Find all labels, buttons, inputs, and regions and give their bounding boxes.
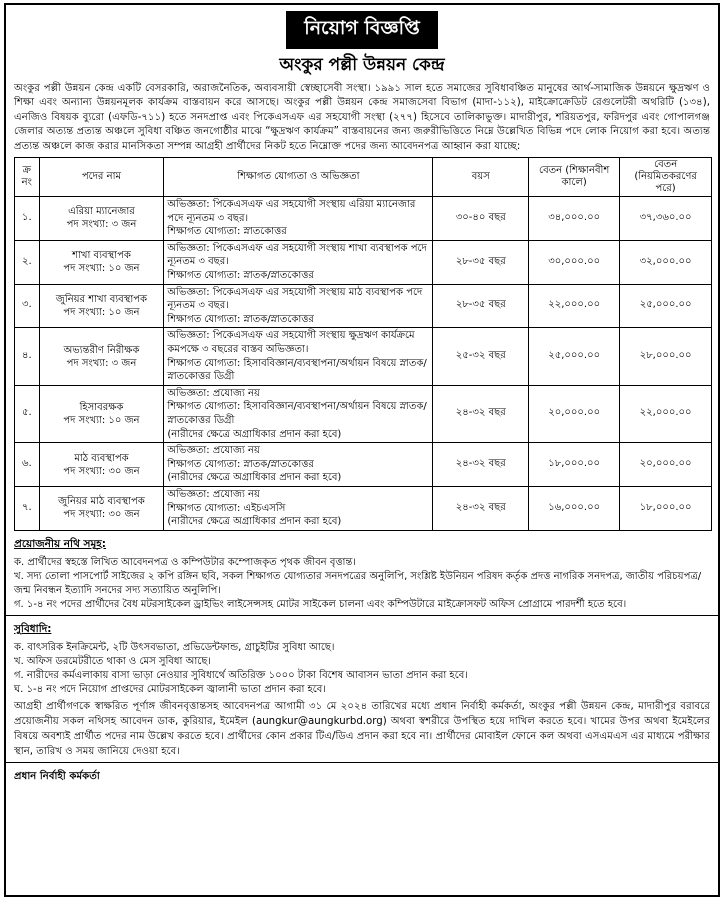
post-name: জুনিয়র মাঠ ব্যবস্থাপক <box>58 496 145 508</box>
qual-line: শিক্ষাগত যোগ্যতা: হিসাববিজ্ঞান/ব্যবস্থাপনা/অর্থায়ন বিষয়ে স্নাতক/স্নাতকোত্তর ডিগ্রী <box>167 401 427 426</box>
qual-line: শিক্ষাগত যোগ্যতা: স্নাতক/স্নাতকোত্তর <box>167 313 314 325</box>
row-qualification <box>164 443 433 487</box>
page-title: নিয়োগ বিজ্ঞপ্তি <box>286 11 437 49</box>
row-salary-training: ৩০,০০০.০০ <box>529 240 620 284</box>
benefits-heading: সুবিধাদি: <box>14 622 52 635</box>
table-row <box>15 328 712 385</box>
row-qualification <box>164 385 433 442</box>
row-sl: ১. <box>15 197 40 241</box>
row-post <box>39 328 164 385</box>
row-sl: ৩. <box>15 284 40 328</box>
title-wrap <box>6 11 718 49</box>
header-salary-regular: বেতন (নিয়মিতকরণের পরে) <box>620 158 712 197</box>
row-salary-training: ২০,০০০.০০ <box>529 385 620 442</box>
row-salary-regular: ৩৭,৩৬০.০০ <box>620 197 712 241</box>
post-count: পদ সংখ্যা: ১০ জন <box>63 263 140 275</box>
post-name: অভ্যন্তরীণ নিরীক্ষক <box>63 344 140 356</box>
post-name: শাখা ব্যবস্থাপক <box>72 250 131 262</box>
row-salary-regular: ২২,০০০.০০ <box>620 385 712 442</box>
header-salary-training: বেতন (শিক্ষানবীশ কালে) <box>529 158 620 197</box>
row-salary-regular: ২৫,০০০.০০ <box>620 284 712 328</box>
qual-line: অভিজ্ঞতা: পিকেএসএফ এর সহযোগী সংস্থায় এরিয়া ম্যানেজার পদে ন্যূনতম ৩ বছর। <box>167 199 416 224</box>
signature: প্রধান নির্বাহী কর্মকর্তা <box>14 770 100 782</box>
post-name: মাঠ ব্যবস্থাপক <box>74 452 129 464</box>
post-count: পদ সংখ্যা: ৩ জন <box>66 219 137 231</box>
qual-line: শিক্ষাগত যোগ্যতা: এইচএসসি <box>167 502 286 514</box>
job-circular <box>4 3 720 897</box>
row-age: ২৪-৩২ বছর <box>433 443 529 487</box>
qual-line: শিক্ষাগত যোগ্যতা: হিসাববিজ্ঞান/ব্যবস্থাপনা/অর্থায়ন বিষয়ে স্নাতক/স্নাতকোত্তর ডিগ্রী <box>167 357 427 383</box>
row-qualification <box>164 240 433 284</box>
post-count: পদ সংখ্যা: ১০ জন <box>63 414 140 426</box>
qual-line: (নারীদের ক্ষেত্রে অগ্রাধিকার প্রদান করা হবে) <box>167 472 342 484</box>
row-sl: ৬. <box>15 443 40 487</box>
documents-item: ক. প্রার্থীদের স্বহস্তে লিখিত আবেদনপত্র ও কম্পিউটার কম্পোজকৃত পৃথক জীবন বৃত্তান্ত। <box>14 556 356 568</box>
application-instructions: আগ্রহী প্রার্থীগণকে স্বাক্ষরিত পূর্ণাঙ্গ জীবনবৃত্তান্তসহ আবেদনপত্র আগামী ৩১ মে ২০২৪ তারিখের মধ্যে প্রধান নির্বাহী কর্মকর্তা, অংকুর পল্লী উন্নয়ন কেন্দ্র, মাদারীপুর বরাবরে প্রয়োজনীয় সকল নথিসহ আবেদন ডাক, কুরিয়ার, ইমেইল (aungkur@aungkurbd.org) অথবা স্বশরীরে উপস্থিত হয়ে দাখিল করতে হবে। খামের উপর অথবা ইমেইলের বিষয়ে অবশ্যই প্রার্থীত পদের নাম উল্লেখ করতে হবে। প্রার্থীদের কোন প্রকার টিএ/ডিএ প্রদান করা হবে না। প্রার্থীদের মোবাইল ফোনে কল অথবা এসএমএস এর মাধ্যমে পরীক্ষার স্থান, তারিখ ও সময় জানিয়ে দেওয়া হবে। <box>14 700 710 757</box>
table-header-row <box>15 158 712 197</box>
row-age: ৩০-৪০ বছর <box>433 197 529 241</box>
benefits-item: ক. বাৎসরিক ইনক্রিমেন্ট, ২টি উৎসবভাতা, প্রভিডেন্টফান্ড, গ্রাচুইটির সুবিধা আছে। <box>14 641 335 653</box>
post-count: পদ সংখ্যা: ১০ জন <box>63 306 140 318</box>
row-post <box>39 284 164 328</box>
qual-line: (নারীদের ক্ষেত্রে অগ্রাধিকার প্রদান করা হবে) <box>167 428 342 440</box>
row-salary-training: ২২,০০০.০০ <box>529 284 620 328</box>
row-age: ২৪-৩২ বছর <box>433 385 529 442</box>
qual-line: (নারীদের ক্ষেত্রে অগ্রাধিকার প্রদান করা হবে) <box>167 516 342 528</box>
qual-line: শিক্ষাগত যোগ্যতা: স্নাতকোত্তর <box>167 226 287 238</box>
row-post <box>39 486 164 530</box>
post-name: হিসাবরক্ষক <box>79 401 124 413</box>
row-age: ২৪-৩২ বছর <box>433 486 529 530</box>
qual-line: শিক্ষাগত যোগ্যতা: স্নাতক/স্নাতকোত্তর <box>167 458 314 470</box>
intro-paragraph: অংকুর পল্লী উন্নয়ন কেন্দ্র একটি বেসরকারি, অরাজনৈতিক, অব্যবসায়ী স্বেচ্ছাসেবী সংস্থা। ১৯৯১ সাল হতে সমাজের সুবিধাবঞ্চিত মানুষের আর্থ-সামাজিক উন্নয়নে ক্ষুদ্রঋণ ও শিক্ষা এবং অন্যান্য উন্নয়নমূলক কার্যক্রম বাস্তবায়ন করে আসছে। অংকুর পল্লী উন্নয়ন কেন্দ্র সমাজসেবা বিভাগ (মাদা-১১২), মাইক্রোক্রেডিট রেগুলেটরী অথরিটি (১৩৪), এনজিও বিষয়ক ব্যুরো (এফডি-৭১১) হতে সনদপ্রাপ্ত এবং পিকেএসএফ এর সহযোগী সংস্থা (২৭৭) হিসেবে তালিকাভুক্ত। মাদারীপুর, শরিয়তপুর, ফরিদপুর এবং গোপালগঞ্জ জেলার অত্যন্ত প্রত্যন্ত অঞ্চলে সুবিধা বঞ্চিত জনগোষ্ঠীর মাঝে “ক্ষুদ্রঋণ কার্যক্রম” বাস্তবায়নের জন্য জরুরীভিত্তিতে নিম্নে উল্লেখিত বিভিন্ন পদে লোক নিয়োগ করা হবে। অত্যন্ত প্রত্যন্ত অঞ্চলে কাজ করার মানসিকতা সম্পন্ন আগ্রহী প্রার্থীদের নিকট হতে নিম্নোক্ত পদের জন্য আবেদনপত্র আহ্বান করা যাচ্ছে: <box>14 83 710 152</box>
row-salary-training: ১৬,০০০.০০ <box>529 486 620 530</box>
qual-line: অভিজ্ঞতা: পিকেএসএফ এর সহযোগী সংস্থায় মাঠ ব্যবস্থাপক পদে ন্যূনতম ৩ বছর। <box>167 286 423 312</box>
row-post <box>39 240 164 284</box>
qual-line: অভিজ্ঞতা: প্রযোজ্য নয় <box>167 387 260 399</box>
row-post <box>39 443 164 487</box>
row-qualification <box>164 328 433 385</box>
post-count: পদ সংখ্যা: ৩ জন <box>66 357 137 369</box>
benefits-item: খ. অফিস ডরমেটরীতে থাকা ও মেস সুবিধা আছে। <box>14 655 211 667</box>
qual-line: অভিজ্ঞতা: প্রযোজ্য নয় <box>167 445 260 457</box>
header-post: পদের নাম <box>39 158 164 197</box>
row-salary-regular: ২০,০০০.০০ <box>620 443 712 487</box>
row-salary-training: ৩৪,০০০.০০ <box>529 197 620 241</box>
row-age: ২৮-৩৫ বছর <box>433 284 529 328</box>
header-qualification: শিক্ষাগত যোগ্যতা ও অভিজ্ঞতা <box>164 158 433 197</box>
row-salary-regular: ১৮,০০০.০০ <box>620 486 712 530</box>
qual-line: অভিজ্ঞতা: পিকেএসএফ এর সহযোগী সংস্থায় শাখা ব্যবস্থাপক পদে ন্যূনতম ৩ বছর। <box>167 242 427 268</box>
divider <box>6 762 718 763</box>
documents-item: খ. সদ্য তোলা পাসপোর্ট সাইজের ২ কপি রঙ্গিন ছবি, সকল শিক্ষাগত যোগ্যতার সনদপত্রের অনুলিপি, সংশ্লিষ্ট ইউনিয়ন পরিষদ কর্তৃক প্রদত্ত নাগরিক সনদপত্র, জাতীয় পরিচয়পত্র/জন্ম নিবন্ধন ইত্যাদি সনদের সদ্য সত্যায়িত অনুলিপি। <box>14 570 702 596</box>
benefits-item: গ. নারীদের কর্মএলাকায় বাসা ভাড়া নেওয়ার সুবিধার্থে অতিরিক্ত ১০০০ টাকা বিশেষ আবাসন ভাতা প্রদান করা হবে। <box>14 669 468 681</box>
row-post <box>39 385 164 442</box>
row-qualification <box>164 284 433 328</box>
row-salary-regular: ৩২,০০০.০০ <box>620 240 712 284</box>
table-row <box>15 486 712 530</box>
row-sl: ২. <box>15 240 40 284</box>
jobs-table <box>14 157 712 531</box>
documents-heading: প্রয়োজনীয় নথি সমূহ: <box>14 537 107 550</box>
row-sl: ৪. <box>15 328 40 385</box>
divider <box>6 615 718 616</box>
row-qualification <box>164 486 433 530</box>
row-salary-regular: ২৮,০০০.০০ <box>620 328 712 385</box>
row-sl: ৫. <box>15 385 40 442</box>
table-row <box>15 240 712 284</box>
table-row <box>15 284 712 328</box>
documents-item: গ. ১-৪ নং পদের প্রার্থীদের বৈধ মটরসাইকেল ড্রাইভিং লাইসেন্সসহ মোটর সাইকেল চালনা এবং কম্পিউটারে মাইক্রোসফট অফিস প্রোগ্রামে পারদর্শী হতে হবে। <box>14 598 627 610</box>
header-sl: ক্র নং <box>15 158 40 197</box>
header-age: বয়স <box>433 158 529 197</box>
qual-line: অভিজ্ঞতা: প্রযোজ্য নয় <box>167 488 260 500</box>
row-sl: ৭. <box>15 486 40 530</box>
post-count: পদ সংখ্যা: ৩০ জন <box>63 509 140 521</box>
organization-name: অংকুর পল্লী উন্নয়ন কেন্দ্র <box>279 55 445 75</box>
row-salary-training: ১৮,০০০.০০ <box>529 443 620 487</box>
post-name: এরিয়া ম্যানেজার <box>68 206 135 218</box>
table-row <box>15 197 712 241</box>
qual-line: অভিজ্ঞতা: পিকেএসএফ এর সহযোগী সংস্থায় ক্ষুদ্রঋণ কার্যক্রমে কমপক্ষে ৩ বছরের বাস্তব অভিজ্ঞতা। <box>167 330 415 355</box>
row-age: ২৫-৩২ বছর <box>433 328 529 385</box>
table-row <box>15 443 712 487</box>
row-post <box>39 197 164 241</box>
post-name: জুনিয়র শাখা ব্যবস্থাপক <box>55 293 148 305</box>
row-salary-training: ২৫,০০০.০০ <box>529 328 620 385</box>
post-count: পদ সংখ্যা: ৩০ জন <box>63 465 140 477</box>
row-age: ২৮-৩৫ বছর <box>433 240 529 284</box>
table-row <box>15 385 712 442</box>
benefits-item: ঘ. ১-৪ নং পদে নিয়োগ প্রাপ্তদের মোটরসাইকেল জ্বালানী ভাতা প্রদান করা হবে। <box>14 683 326 695</box>
qual-line: শিক্ষাগত যোগ্যতা: স্নাতক/স্নাতকোত্তর <box>167 270 314 281</box>
row-qualification <box>164 197 433 241</box>
